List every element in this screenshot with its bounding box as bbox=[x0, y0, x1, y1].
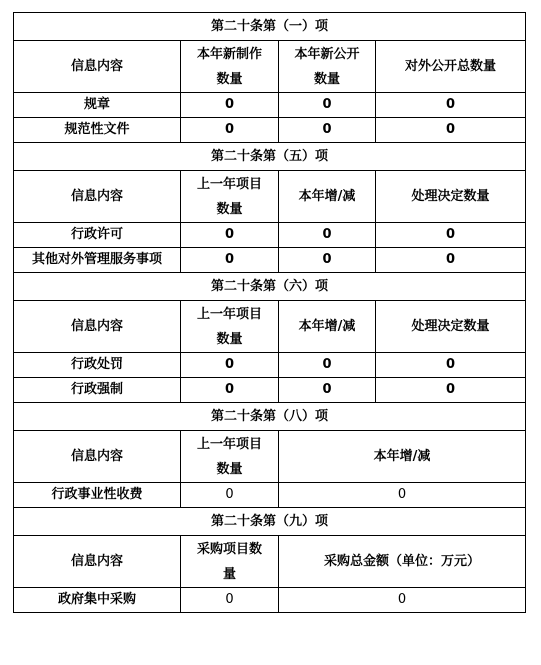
table-row bbox=[14, 353, 526, 378]
cell-value: 0 bbox=[376, 118, 526, 143]
section-title-row bbox=[14, 13, 526, 41]
table-row bbox=[14, 223, 526, 248]
column-header: 本年增/减 bbox=[279, 171, 376, 223]
header-row bbox=[14, 536, 526, 588]
row-label: 行政许可 bbox=[14, 223, 181, 248]
header-row bbox=[14, 301, 526, 353]
cell-value: 0 bbox=[181, 353, 279, 378]
cell-value: 0 bbox=[181, 248, 279, 273]
table-row bbox=[14, 248, 526, 273]
section-title: 第二十条第（五）项 bbox=[14, 143, 526, 171]
column-header: 处理决定数量 bbox=[376, 301, 526, 353]
row-label: 行政处罚 bbox=[14, 353, 181, 378]
section-title-row bbox=[14, 508, 526, 536]
cell-value: 0 bbox=[376, 93, 526, 118]
column-header: 信息内容 bbox=[14, 171, 181, 223]
cell-value: 0 bbox=[181, 378, 279, 403]
table-row bbox=[14, 378, 526, 403]
info-disclosure-table bbox=[13, 12, 526, 613]
header-row bbox=[14, 171, 526, 223]
row-label: 政府集中采购 bbox=[14, 588, 181, 613]
cell-value: 0 bbox=[181, 118, 279, 143]
table-row bbox=[14, 118, 526, 143]
cell-value: 0 bbox=[279, 483, 526, 508]
header-row bbox=[14, 41, 526, 93]
cell-value: 0 bbox=[279, 353, 376, 378]
cell-value: 0 bbox=[279, 223, 376, 248]
cell-value: 0 bbox=[376, 248, 526, 273]
section-title-row bbox=[14, 273, 526, 301]
section-title: 第二十条第（一）项 bbox=[14, 13, 526, 41]
column-header: 采购总金额（单位：万元） bbox=[279, 536, 526, 588]
column-header: 上一年项目 数量 bbox=[181, 301, 279, 353]
cell-value: 0 bbox=[279, 93, 376, 118]
column-header: 本年增/减 bbox=[279, 301, 376, 353]
column-header: 上一年项目 数量 bbox=[181, 431, 279, 483]
cell-value: 0 bbox=[279, 118, 376, 143]
row-label: 规章 bbox=[14, 93, 181, 118]
cell-value: 0 bbox=[181, 483, 279, 508]
column-header: 信息内容 bbox=[14, 41, 181, 93]
column-header: 信息内容 bbox=[14, 301, 181, 353]
column-header: 上一年项目 数量 bbox=[181, 171, 279, 223]
cell-value: 0 bbox=[376, 353, 526, 378]
table-row bbox=[14, 483, 526, 508]
cell-value: 0 bbox=[376, 378, 526, 403]
header-row bbox=[14, 431, 526, 483]
table-row bbox=[14, 93, 526, 118]
column-header: 对外公开总数量 bbox=[376, 41, 526, 93]
column-header: 本年新公开 数量 bbox=[279, 41, 376, 93]
cell-value: 0 bbox=[181, 93, 279, 118]
section-title-row bbox=[14, 143, 526, 171]
cell-value: 0 bbox=[181, 588, 279, 613]
column-header: 采购项目数 量 bbox=[181, 536, 279, 588]
row-label: 规范性文件 bbox=[14, 118, 181, 143]
section-title-row bbox=[14, 403, 526, 431]
column-header: 信息内容 bbox=[14, 536, 181, 588]
cell-value: 0 bbox=[279, 588, 526, 613]
column-header: 本年新制作 数量 bbox=[181, 41, 279, 93]
column-header: 信息内容 bbox=[14, 431, 181, 483]
cell-value: 0 bbox=[279, 378, 376, 403]
cell-value: 0 bbox=[279, 248, 376, 273]
row-label: 行政强制 bbox=[14, 378, 181, 403]
table-row bbox=[14, 588, 526, 613]
column-header: 本年增/减 bbox=[279, 431, 526, 483]
section-title: 第二十条第（九）项 bbox=[14, 508, 526, 536]
row-label: 行政事业性收费 bbox=[14, 483, 181, 508]
section-title: 第二十条第（八）项 bbox=[14, 403, 526, 431]
cell-value: 0 bbox=[181, 223, 279, 248]
column-header: 处理决定数量 bbox=[376, 171, 526, 223]
row-label: 其他对外管理服务事项 bbox=[14, 248, 181, 273]
section-title: 第二十条第（六）项 bbox=[14, 273, 526, 301]
cell-value: 0 bbox=[376, 223, 526, 248]
